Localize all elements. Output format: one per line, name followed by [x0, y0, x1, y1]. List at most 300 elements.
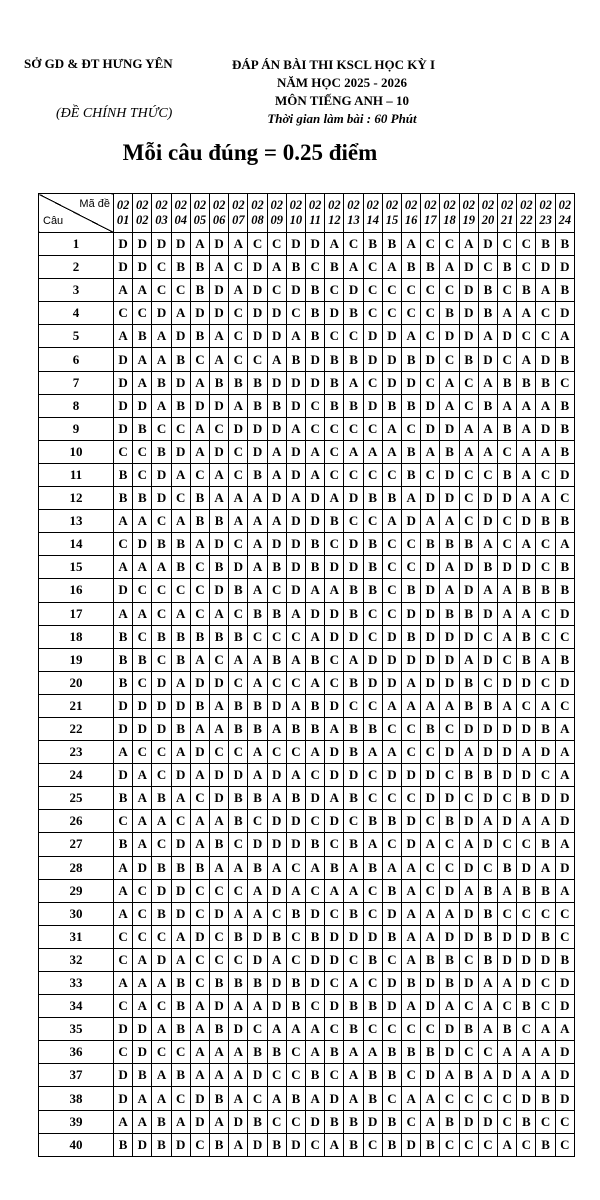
answer-cell: B	[344, 348, 363, 371]
answer-cell: B	[267, 925, 286, 948]
answer-cell: C	[114, 1041, 133, 1064]
answer-cell: A	[421, 833, 440, 856]
answer-cell: C	[190, 902, 209, 925]
answer-cell: D	[114, 256, 133, 279]
answer-cell: D	[229, 1110, 248, 1133]
answer-cell: C	[478, 1041, 497, 1064]
answer-cell: B	[229, 717, 248, 740]
answer-cell: D	[114, 233, 133, 256]
question-number: 40	[39, 1133, 114, 1156]
answer-cell: B	[517, 279, 536, 302]
exam-code-number: 02	[136, 213, 149, 227]
question-number: 29	[39, 879, 114, 902]
answer-cell: A	[229, 233, 248, 256]
table-row	[39, 902, 575, 925]
answer-cell: B	[210, 625, 229, 648]
answer-cell: D	[306, 602, 325, 625]
answer-cell: D	[517, 510, 536, 533]
answer-cell: C	[478, 1133, 497, 1156]
answer-cell: C	[286, 948, 305, 971]
answer-cell: A	[440, 1064, 459, 1087]
score-text: Mỗi câu đúng = 0.25 điểm	[122, 140, 378, 165]
answer-cell: D	[478, 787, 497, 810]
answer-cell: B	[382, 1133, 401, 1156]
answer-cell: B	[363, 556, 382, 579]
answer-cell: A	[306, 625, 325, 648]
answer-cell: C	[114, 533, 133, 556]
answer-cell: D	[325, 625, 344, 648]
answer-cell: C	[363, 972, 382, 995]
answer-cell: D	[459, 625, 478, 648]
question-number: 16	[39, 579, 114, 602]
answer-cell: A	[152, 810, 171, 833]
answer-cell: C	[363, 787, 382, 810]
table-row	[39, 1041, 575, 1064]
answer-cell: A	[133, 833, 152, 856]
answer-cell: D	[210, 440, 229, 463]
answer-cell: A	[306, 1087, 325, 1110]
answer-cell: B	[248, 463, 267, 486]
answer-cell: C	[306, 810, 325, 833]
answer-cell: A	[133, 556, 152, 579]
answer-cell: B	[440, 948, 459, 971]
answer-cell: A	[325, 879, 344, 902]
exam-code-prefix: 02	[136, 198, 149, 212]
answer-cell: D	[555, 302, 574, 325]
answer-cell: C	[421, 302, 440, 325]
table-row	[39, 1133, 575, 1156]
answer-cell: C	[248, 810, 267, 833]
exam-code-prefix: 02	[116, 198, 130, 212]
exam-code-header	[498, 194, 517, 233]
answer-cell: C	[133, 925, 152, 948]
exam-code-header	[190, 194, 209, 233]
answer-cell: B	[210, 556, 229, 579]
exam-code-prefix: 02	[232, 198, 245, 212]
answer-cell: A	[152, 1018, 171, 1041]
answer-cell: C	[382, 279, 401, 302]
answer-cell: D	[498, 925, 517, 948]
answer-cell: D	[133, 717, 152, 740]
answer-cell: A	[498, 302, 517, 325]
answer-cell: D	[440, 417, 459, 440]
question-number: 27	[39, 833, 114, 856]
answer-cell: C	[421, 856, 440, 879]
question-number: 36	[39, 1041, 114, 1064]
exam-code-prefix: 02	[155, 198, 168, 212]
answer-cell: C	[478, 625, 497, 648]
answer-cell: C	[133, 741, 152, 764]
answer-cell: C	[363, 602, 382, 625]
answer-cell: C	[306, 417, 325, 440]
exam-code-prefix: 02	[289, 198, 303, 212]
answer-cell: D	[440, 1018, 459, 1041]
answer-cell: B	[363, 810, 382, 833]
answer-cell: C	[498, 533, 517, 556]
exam-code-number: 10	[289, 213, 303, 227]
answer-cell: D	[517, 856, 536, 879]
answer-cell: A	[229, 995, 248, 1018]
answer-cell: A	[459, 879, 478, 902]
answer-cell: C	[229, 463, 248, 486]
answer-cell: C	[363, 694, 382, 717]
answer-cell: C	[402, 417, 421, 440]
answer-cell: A	[190, 371, 209, 394]
answer-cell: B	[555, 579, 574, 602]
answer-cell: B	[190, 694, 209, 717]
answer-cell: C	[459, 394, 478, 417]
answer-cell: A	[229, 279, 248, 302]
question-number: 21	[39, 694, 114, 717]
answer-cell: D	[133, 1041, 152, 1064]
answer-cell: C	[267, 671, 286, 694]
answer-cell: D	[536, 948, 555, 971]
exam-code-number: 13	[347, 213, 360, 227]
table-row	[39, 810, 575, 833]
answer-cell: C	[517, 1133, 536, 1156]
exam-code-header	[133, 194, 152, 233]
answer-cell: B	[286, 902, 305, 925]
answer-cell: C	[498, 648, 517, 671]
table-row	[39, 764, 575, 787]
answer-cell: A	[478, 579, 497, 602]
answer-cell: D	[210, 394, 229, 417]
answer-cell: B	[517, 648, 536, 671]
answer-cell: A	[459, 440, 478, 463]
answer-cell: B	[229, 810, 248, 833]
answer-cell: B	[555, 348, 574, 371]
answer-cell: D	[325, 1087, 344, 1110]
answer-cell: A	[478, 995, 497, 1018]
answer-cell: D	[171, 440, 190, 463]
answer-cell: C	[210, 925, 229, 948]
exam-code-header	[171, 194, 190, 233]
answer-cell: C	[267, 579, 286, 602]
answer-cell: D	[421, 625, 440, 648]
answer-cell: C	[306, 879, 325, 902]
answer-cell: B	[171, 533, 190, 556]
answer-cell: D	[248, 925, 267, 948]
answer-cell: D	[133, 233, 152, 256]
answer-cell: B	[229, 579, 248, 602]
question-number: 19	[39, 648, 114, 671]
answer-cell: C	[286, 741, 305, 764]
answer-cell: B	[363, 717, 382, 740]
exam-code-number: 14	[366, 213, 379, 227]
answer-cell: B	[152, 787, 171, 810]
answer-cell: D	[152, 463, 171, 486]
answer-key-table-wrap	[38, 193, 575, 1157]
table-row	[39, 487, 575, 510]
answer-cell: D	[478, 233, 497, 256]
answer-cell: B	[229, 371, 248, 394]
answer-cell: C	[382, 833, 401, 856]
answer-cell: D	[459, 1110, 478, 1133]
answer-cell: A	[498, 879, 517, 902]
answer-cell: B	[402, 348, 421, 371]
answer-cell: C	[459, 371, 478, 394]
answer-cell: A	[267, 440, 286, 463]
answer-cell: B	[498, 1018, 517, 1041]
answer-cell: D	[248, 440, 267, 463]
table-row	[39, 648, 575, 671]
answer-cell: C	[190, 463, 209, 486]
answer-cell: B	[478, 556, 497, 579]
answer-cell: C	[498, 787, 517, 810]
answer-cell: D	[190, 1087, 209, 1110]
answer-cell: D	[114, 1064, 133, 1087]
answer-cell: C	[325, 325, 344, 348]
answer-cell: D	[517, 556, 536, 579]
answer-cell: D	[210, 533, 229, 556]
exam-code-prefix: 02	[366, 198, 379, 212]
answer-cell: B	[517, 1110, 536, 1133]
answer-cell: B	[171, 348, 190, 371]
table-row	[39, 879, 575, 902]
answer-cell: D	[382, 995, 401, 1018]
answer-cell: B	[229, 972, 248, 995]
answer-cell: D	[171, 233, 190, 256]
answer-cell: B	[152, 902, 171, 925]
answer-cell: C	[325, 463, 344, 486]
answer-cell: A	[133, 510, 152, 533]
exam-code-number: 01	[116, 213, 130, 227]
exam-code-prefix: 02	[520, 198, 533, 212]
answer-cell: D	[286, 371, 305, 394]
answer-cell: B	[114, 625, 133, 648]
answer-cell: B	[382, 1110, 401, 1133]
answer-cell: A	[555, 833, 574, 856]
answer-cell: B	[325, 348, 344, 371]
answer-cell: B	[114, 787, 133, 810]
answer-cell: D	[344, 625, 363, 648]
answer-cell: C	[152, 833, 171, 856]
answer-cell: C	[248, 233, 267, 256]
answer-cell: B	[325, 371, 344, 394]
answer-cell: D	[440, 879, 459, 902]
answer-cell: B	[229, 787, 248, 810]
answer-cell: A	[306, 1018, 325, 1041]
answer-cell: C	[325, 972, 344, 995]
answer-cell: C	[536, 556, 555, 579]
answer-cell: B	[478, 394, 497, 417]
answer-cell: B	[133, 487, 152, 510]
answer-cell: A	[344, 256, 363, 279]
exam-code-number: 22	[520, 213, 533, 227]
table-row	[39, 602, 575, 625]
question-number: 34	[39, 995, 114, 1018]
table-row	[39, 579, 575, 602]
answer-cell: C	[517, 902, 536, 925]
answer-cell: A	[440, 694, 459, 717]
answer-cell: C	[536, 972, 555, 995]
answer-cell: C	[517, 233, 536, 256]
exam-code-number: 16	[404, 213, 418, 227]
answer-cell: B	[152, 1110, 171, 1133]
answer-cell: C	[286, 302, 305, 325]
answer-cell: A	[306, 579, 325, 602]
answer-cell: A	[421, 1087, 440, 1110]
answer-cell: D	[555, 671, 574, 694]
table-row	[39, 1087, 575, 1110]
answer-cell: B	[190, 256, 209, 279]
answer-cell: C	[478, 1087, 497, 1110]
answer-cell: C	[440, 279, 459, 302]
answer-cell: D	[267, 325, 286, 348]
answer-cell: D	[152, 233, 171, 256]
answer-cell: C	[325, 1018, 344, 1041]
question-number: 30	[39, 902, 114, 925]
answer-cell: A	[536, 1064, 555, 1087]
answer-cell: D	[363, 325, 382, 348]
answer-cell: D	[286, 579, 305, 602]
answer-cell: D	[248, 833, 267, 856]
answer-cell: A	[536, 440, 555, 463]
answer-cell: A	[459, 741, 478, 764]
answer-cell: C	[344, 417, 363, 440]
answer-cell: B	[459, 1064, 478, 1087]
answer-cell: A	[267, 256, 286, 279]
answer-cell: C	[152, 764, 171, 787]
answer-cell: D	[421, 556, 440, 579]
answer-cell: A	[363, 440, 382, 463]
answer-cell: B	[536, 1087, 555, 1110]
answer-cell: B	[555, 394, 574, 417]
answer-cell: D	[210, 764, 229, 787]
answer-cell: C	[286, 856, 305, 879]
answer-cell: B	[286, 995, 305, 1018]
answer-cell: B	[344, 579, 363, 602]
answer-cell: A	[229, 1133, 248, 1156]
answer-cell: D	[498, 556, 517, 579]
answer-cell: B	[459, 348, 478, 371]
answer-cell: C	[267, 233, 286, 256]
exam-code-header	[152, 194, 171, 233]
answer-cell: A	[248, 556, 267, 579]
answer-cell: D	[306, 487, 325, 510]
answer-cell: A	[190, 648, 209, 671]
answer-cell: A	[440, 902, 459, 925]
answer-cell: D	[267, 810, 286, 833]
answer-cell: C	[190, 556, 209, 579]
answer-cell: B	[171, 1064, 190, 1087]
answer-cell: B	[229, 694, 248, 717]
answer-cell: C	[517, 256, 536, 279]
answer-cell: B	[171, 717, 190, 740]
answer-cell: A	[517, 487, 536, 510]
answer-cell: B	[421, 256, 440, 279]
answer-cell: A	[498, 694, 517, 717]
answer-cell: D	[517, 671, 536, 694]
answer-cell: B	[114, 833, 133, 856]
answer-cell: C	[363, 371, 382, 394]
answer-cell: D	[286, 233, 305, 256]
answer-cell: B	[344, 1133, 363, 1156]
answer-cell: B	[498, 856, 517, 879]
question-number: 39	[39, 1110, 114, 1133]
answer-cell: B	[421, 1041, 440, 1064]
table-row	[39, 1064, 575, 1087]
answer-cell: B	[402, 394, 421, 417]
answer-cell: A	[517, 1041, 536, 1064]
answer-cell: D	[114, 579, 133, 602]
answer-cell: D	[517, 925, 536, 948]
answer-cell: C	[344, 948, 363, 971]
answer-cell: C	[248, 348, 267, 371]
answer-cell: A	[248, 510, 267, 533]
answer-cell: B	[402, 579, 421, 602]
question-number: 13	[39, 510, 114, 533]
document-header	[0, 0, 600, 185]
answer-cell: B	[478, 902, 497, 925]
school-year: NĂM HỌC 2025 - 2026	[277, 75, 407, 90]
answer-cell: D	[190, 302, 209, 325]
answer-cell: B	[440, 533, 459, 556]
answer-cell: D	[267, 972, 286, 995]
answer-cell: D	[248, 417, 267, 440]
table-row	[39, 533, 575, 556]
answer-cell: A	[536, 694, 555, 717]
answer-cell: C	[536, 463, 555, 486]
answer-cell: D	[517, 717, 536, 740]
answer-cell: C	[440, 233, 459, 256]
answer-cell: D	[421, 671, 440, 694]
answer-cell: A	[190, 233, 209, 256]
answer-cell: C	[133, 625, 152, 648]
answer-cell: D	[440, 625, 459, 648]
answer-cell: C	[152, 1041, 171, 1064]
answer-cell: C	[363, 902, 382, 925]
answer-cell: A	[306, 856, 325, 879]
answer-cell: D	[248, 948, 267, 971]
answer-cell: B	[210, 972, 229, 995]
answer-cell: D	[498, 717, 517, 740]
answer-cell: A	[421, 1110, 440, 1133]
answer-cell: D	[114, 371, 133, 394]
answer-cell: D	[498, 325, 517, 348]
answer-cell: B	[440, 972, 459, 995]
answer-cell: A	[498, 394, 517, 417]
answer-cell: D	[267, 371, 286, 394]
answer-cell: A	[306, 671, 325, 694]
answer-cell: D	[267, 879, 286, 902]
answer-cell: A	[210, 256, 229, 279]
answer-cell: C	[459, 487, 478, 510]
answer-cell: B	[344, 833, 363, 856]
answer-cell: C	[478, 856, 497, 879]
answer-cell: B	[286, 717, 305, 740]
answer-cell: B	[325, 394, 344, 417]
answer-cell: A	[382, 694, 401, 717]
answer-cell: A	[478, 325, 497, 348]
answer-cell: B	[267, 1133, 286, 1156]
answer-cell: B	[459, 602, 478, 625]
answer-cell: B	[267, 556, 286, 579]
answer-cell: A	[555, 533, 574, 556]
answer-cell: D	[133, 1018, 152, 1041]
answer-cell: C	[555, 487, 574, 510]
answer-cell: A	[325, 579, 344, 602]
answer-cell: C	[363, 302, 382, 325]
answer-cell: C	[555, 925, 574, 948]
answer-cell: B	[536, 833, 555, 856]
answer-cell: B	[325, 256, 344, 279]
answer-cell: A	[459, 833, 478, 856]
answer-cell: D	[459, 856, 478, 879]
answer-cell: C	[363, 510, 382, 533]
answer-cell: A	[382, 440, 401, 463]
answer-cell: B	[325, 510, 344, 533]
